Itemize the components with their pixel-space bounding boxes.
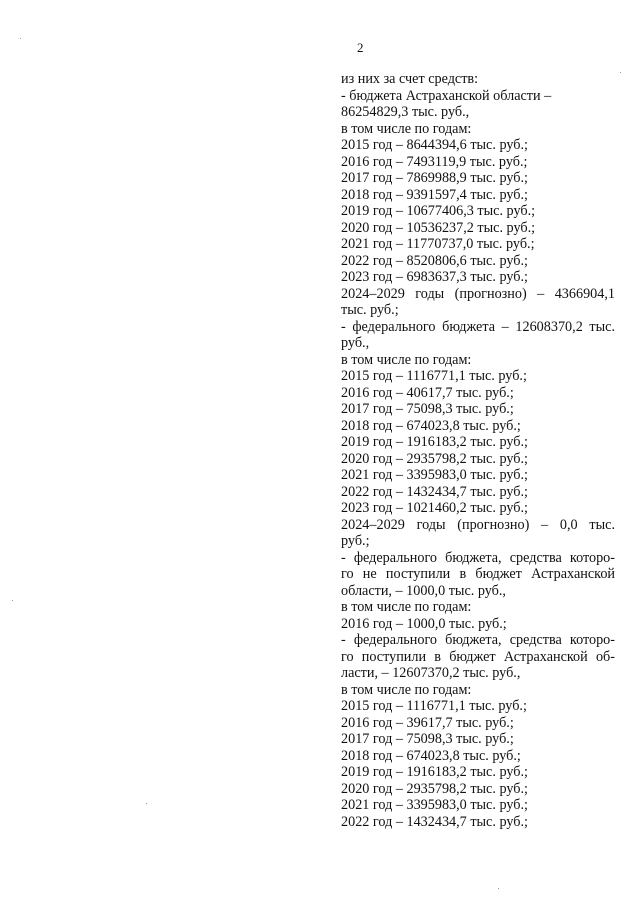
text-line: 2016 год – 1000,0 тыс. руб.; [341,615,507,632]
text-line: 2015 год – 1116771,1 тыс. руб.; [341,698,527,714]
text-line: 2023 год – 6983637,3 тыс. руб.; [341,269,528,285]
text-line: 2019 год – 1916183,2 тыс. руб.; [341,434,528,450]
text-line: 2021 год – 3395983,0 тыс. руб.; [341,797,528,813]
scan-speck [620,72,621,73]
text-line: 2015 год – 8644394,6 тыс. руб.; [341,137,528,153]
page-number: 2 [357,40,364,55]
text-line: в том числе по годам: [341,120,472,137]
text-line: 2018 год – 674023,8 тыс. руб.; [341,417,521,434]
scan-speck [12,600,13,601]
text-line: 2020 год – 2935798,2 тыс. руб.; [341,780,528,797]
document-text-column [341,71,615,830]
text-line: 2019 год – 1916183,2 тыс. руб.; [341,764,528,780]
text-line: - федерального бюджета, средства которо- [341,549,615,566]
text-line: 2024–2029 годы (прогнозно) – 0,0 тыс. [341,516,615,533]
text-line: в том числе по годам: [341,351,472,368]
text-line: 2017 год – 75098,3 тыс. руб.; [341,401,514,417]
text-line: 2015 год – 1116771,1 тыс. руб.; [341,368,527,384]
text-line: - федерального бюджета, средства которо- [341,632,615,648]
text-line: го поступили в бюджет Астраханской об- [341,648,615,665]
text-line: 2016 год – 39617,7 тыс. руб.; [341,714,514,731]
text-line: 2021 год – 3395983,0 тыс. руб.; [341,467,528,483]
text-line: 2018 год – 674023,8 тыс. руб.; [341,747,521,764]
text-line: 2016 год – 7493119,9 тыс. руб.; [341,153,528,170]
scan-speck [146,803,147,804]
text-line: 2020 год – 10536237,2 тыс. руб.; [341,219,536,236]
text-line: тыс. руб.; [341,302,399,318]
text-line: 2017 год – 7869988,9 тыс. руб.; [341,170,528,186]
text-line: 86254829,3 тыс. руб., [341,104,470,120]
text-line: из них за счет средств: [341,71,479,87]
text-line: 2017 год – 75098,3 тыс. руб.; [341,731,514,747]
scan-speck [498,888,499,889]
text-line: - федерального бюджета – 12608370,2 тыс. [341,318,615,335]
text-line: - бюджета Астраханской области – [341,87,552,104]
text-line: 2023 год – 1021460,2 тыс. руб.; [341,500,528,516]
text-line: 2022 год – 8520806,6 тыс. руб.; [341,252,528,269]
text-line: области, – 1000,0 тыс. руб., [341,582,506,599]
text-line: 2021 год – 11770737,0 тыс. руб.; [341,236,535,252]
text-line: 2022 год – 1432434,7 тыс. руб.; [341,483,528,500]
text-line: 2024–2029 годы (прогнозно) – 4366904,1 [341,285,615,302]
text-line: ласти, – 12607370,2 тыс. руб., [341,665,521,681]
scan-speck [20,38,21,39]
text-line: 2018 год – 9391597,4 тыс. руб.; [341,186,528,203]
text-line: в том числе по годам: [341,599,472,615]
text-line: в том числе по годам: [341,681,472,698]
text-line: го не поступили в бюджет Астраханской [341,566,615,582]
text-line: 2020 год – 2935798,2 тыс. руб.; [341,450,528,467]
text-line: 2022 год – 1432434,7 тыс. руб.; [341,813,528,830]
text-line: 2016 год – 40617,7 тыс. руб.; [341,384,514,401]
text-line: руб., [341,335,370,351]
text-line: 2019 год – 10677406,3 тыс. руб.; [341,203,536,219]
text-line: руб.; [341,533,370,549]
